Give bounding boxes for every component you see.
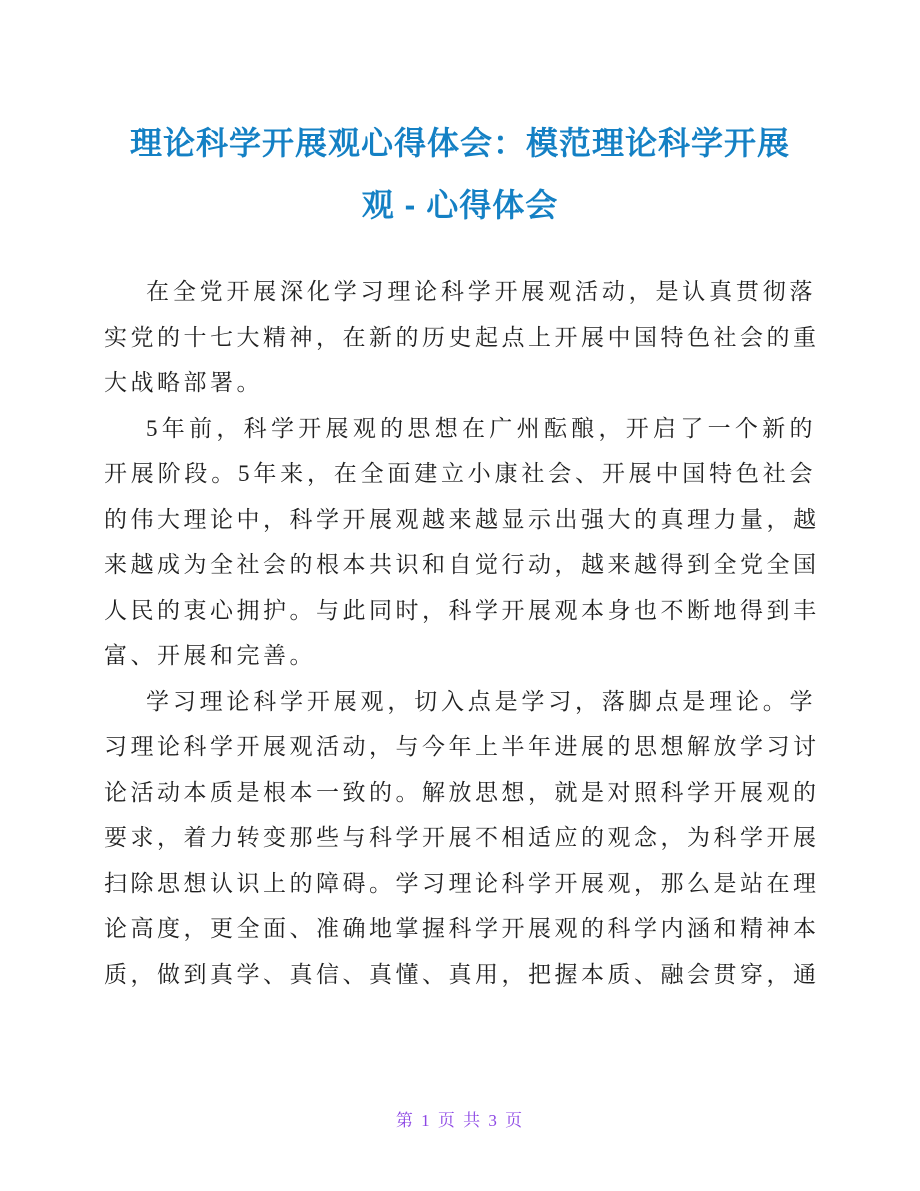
text-line: 的伟大理论中，科学开展观越来越显示出强大的真理力量，越 bbox=[104, 506, 820, 532]
text-line: 5年前，科学开展观的思想在广州酝酿，开启了一个新的 bbox=[146, 415, 816, 441]
text-line: 质，做到真学、真信、真懂、真用，把握本质、融会贯穿，通 bbox=[104, 961, 820, 987]
text-line: 人民的衷心拥护。与此同时，科学开展观本身也不断地得到丰 bbox=[104, 597, 820, 623]
text-line: 学习理论科学开展观，切入点是学习，落脚点是理论。学 bbox=[146, 688, 816, 714]
text-line: 扫除思想认识上的障碍。学习理论科学开展观，那么是站在理 bbox=[104, 870, 820, 896]
text-line: 开展阶段。5年来，在全面建立小康社会、开展中国特色社会 bbox=[104, 461, 816, 486]
text-line: 在全党开展深化学习理论科学开展观活动，是认真贯彻落 bbox=[146, 279, 816, 304]
text-line: 实党的十七大精神，在新的历史起点上开展中国特色社会的重 bbox=[104, 324, 820, 350]
page-number-footer: 第 1 页 共 3 页 bbox=[395, 1111, 525, 1130]
paragraph-3 bbox=[104, 679, 820, 998]
document-body bbox=[104, 269, 820, 997]
text-line: 论活动本质是根本一致的。解放思想，就是对照科学开展观的 bbox=[104, 779, 820, 805]
paragraph-1 bbox=[104, 269, 820, 406]
paragraph-2 bbox=[104, 406, 820, 679]
text-line: 要求，着力转变那些与科学开展不相适应的观念，为科学开展 bbox=[104, 825, 820, 850]
title-line-1: 理论科学开展观心得体会：模范理论科学开展 bbox=[129, 125, 790, 161]
text-line: 论高度，更全面、准确地掌握科学开展观的科学内涵和精神本 bbox=[104, 916, 820, 941]
text-line: 大战略部署。 bbox=[104, 370, 263, 395]
document-title bbox=[115, 112, 805, 236]
title-line-2: 观 - 心得体会 bbox=[361, 187, 559, 223]
text-line: 来越成为全社会的根本共识和自觉行动，越来越得到全党全国 bbox=[104, 552, 820, 577]
text-line: 富、开展和完善。 bbox=[104, 643, 316, 668]
text-line: 习理论科学开展观活动，与今年上半年进展的思想解放学习讨 bbox=[104, 734, 820, 759]
